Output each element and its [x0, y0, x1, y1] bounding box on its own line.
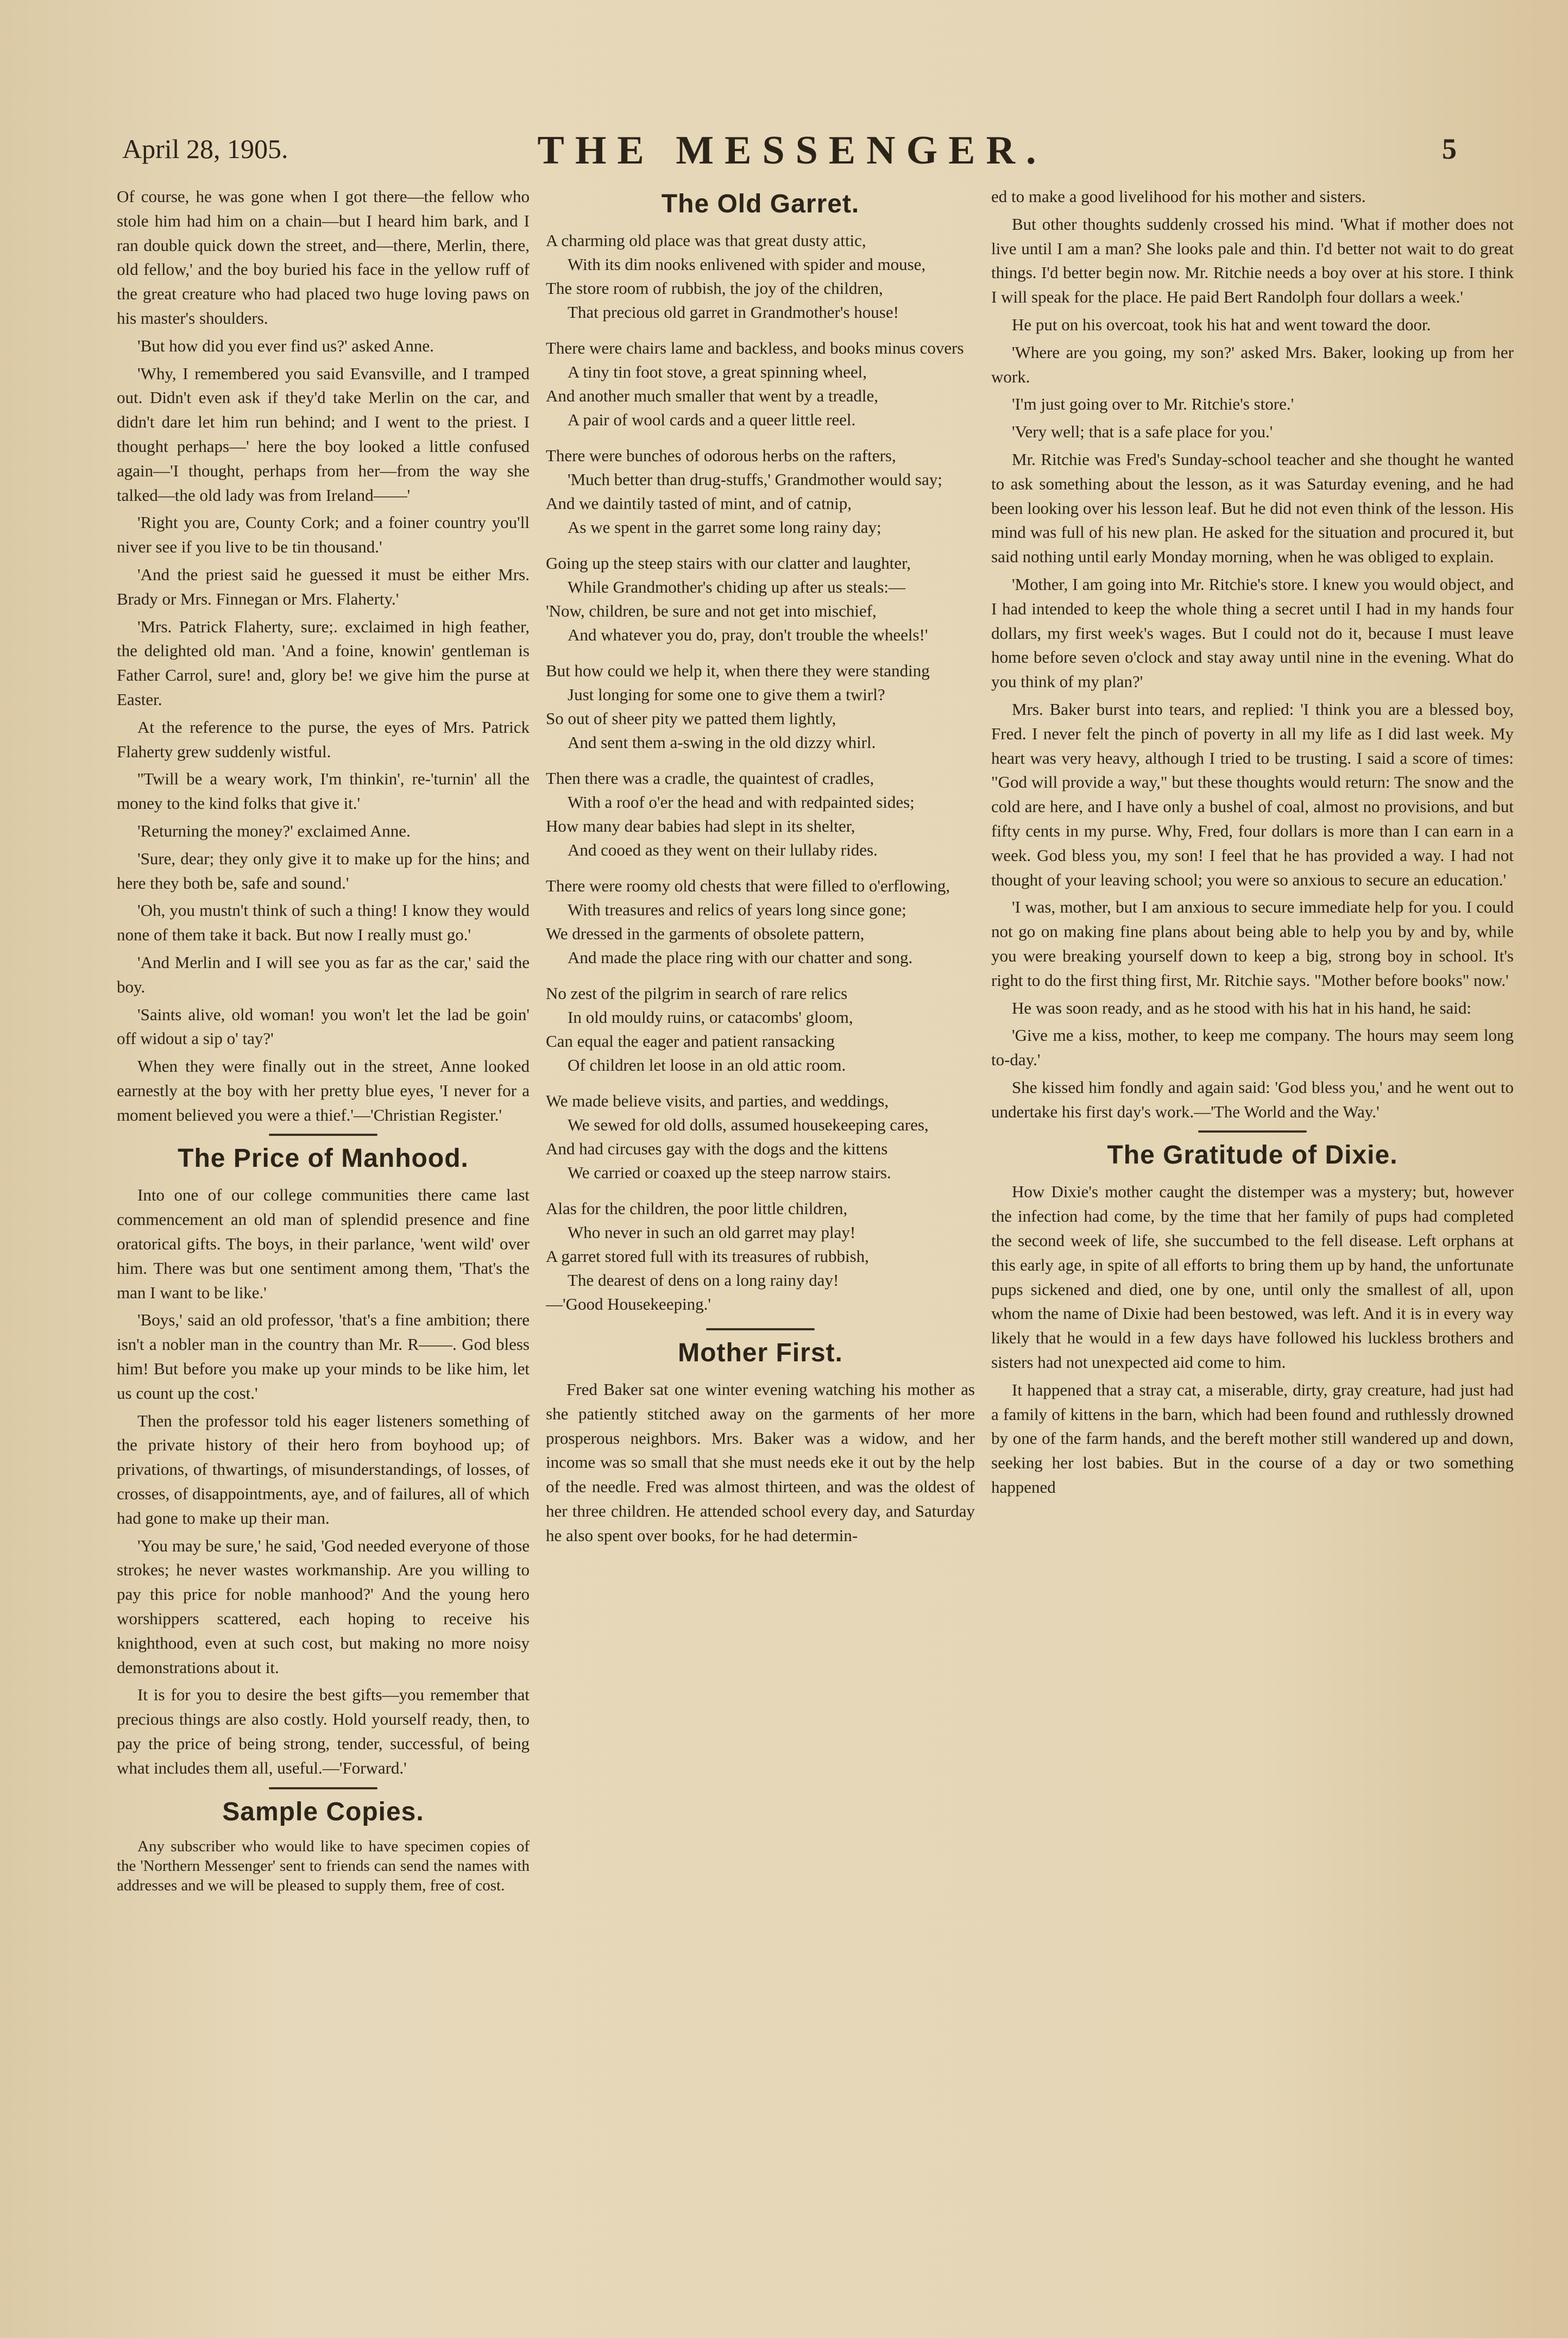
paragraph: 'Why, I remembered you said Evansville, and I tramped out. Didn't even ask if they'd take Merlin on the car, and didn't dare let him run behind; and I went to the priest. I thought perhaps—' here the boy looked a little confused again—'I thought, perhaps from her—from the way she talked—the old lady was from Ireland——': [117, 363, 530, 505]
paragraph: Mrs. Baker burst into tears, and replied: 'I think you are a blessed boy, Fred. I never felt the pinch of poverty in all my life as I did last week. My heart was very heavy, although I tried to be trusting. I said a score of times: "God will provide a way," but these thoughts would return: The snow and the cold are here, and I have only a bushel of coal, almost no provisions, and but fifty cents in my purse. Why, Fred, four dollars is more than I can earn in a week. God bless you, my son! I feel that he has provided a way. I had not thought of your leaving school; you were so anxious to secure an education.': [991, 699, 1514, 889]
poem-line: And had circuses gay with the dogs and the kittens: [546, 1139, 888, 1158]
paragraph: 'I'm just going over to Mr. Ritchie's store.': [1012, 394, 1294, 414]
poem-stanza: [546, 982, 975, 1077]
columns: [117, 185, 1514, 2273]
masthead-title: THE MESSENGER.: [537, 128, 1047, 173]
poem-line: Going up the steep stairs with our clatter and laughter,: [546, 554, 911, 573]
paragraph: 'And Merlin and I will see you as far as the car,' said the boy.: [117, 952, 530, 996]
paragraph: 'Mrs. Patrick Flaherty, sure;. exclaimed in high feather, the delighted old man. 'And a foine, knowin' gentleman is Father Carrol, sure! and, glory be! we give him the purse at Easter.: [117, 617, 530, 709]
article-title-dixie: The Gratitude of Dixie.: [1107, 1141, 1398, 1170]
poem-line: That precious old garret in Grandmother's house!: [568, 303, 899, 322]
paragraph: 'Where are you going, my son?' asked Mrs. Baker, looking up from her work.: [991, 342, 1514, 386]
poem-line: And another much smaller that went by a treadle,: [546, 386, 879, 405]
poem-stanza: [546, 874, 975, 970]
poem-line: The store room of rubbish, the joy of the children,: [546, 279, 883, 298]
paragraph: It is for you to desire the best gifts—you remember that precious things are also costly. Hold yourself ready, then, to pay the price of being strong, tender, successful, of being what includes them all, useful.—'Forward.': [117, 1685, 530, 1777]
column-1: [117, 185, 530, 2273]
paragraph: 'Very well; that is a safe place for you.': [1012, 422, 1273, 442]
poem-line: Who never in such an old garret may play!: [568, 1223, 856, 1242]
paragraph: 'But how did you ever find us?' asked Anne.: [137, 336, 434, 355]
paragraph: He was soon ready, and as he stood with his hat in his hand, he said:: [1012, 998, 1472, 1017]
paragraph: 'Returning the money?' exclaimed Anne.: [137, 821, 411, 840]
poem-line: A tiny tin foot stove, a great spinning wheel,: [568, 362, 867, 381]
poem-line: The dearest of dens on a long rainy day!: [568, 1271, 839, 1290]
poem-line: How many dear babies had slept in its shelter,: [546, 816, 855, 835]
poem-line: There were roomy old chests that were filled to o'erflowing,: [546, 876, 950, 895]
paragraph: 'You may be sure,' he said, 'God needed everyone of those strokes; he never wastes workmanship. Are you willing to pay this price for noble manhood?' And the young hero worshippers scattered, each hoping to receive his knighthood, even at such cost, but making no more noisy demonstrations about it.: [117, 1536, 530, 1677]
poem-line: And made the place ring with our chatter and song.: [568, 948, 913, 967]
poem-old-garret: [546, 229, 975, 1316]
poem-line: Then there was a cradle, the quaintest of cradles,: [546, 769, 874, 788]
sample-copies-text: Any subscriber who would like to have specimen copies of the 'Northern Messenger' sent to friends can send the names with addresses and we will be pleased to supply them, free of cost.: [117, 1837, 530, 1894]
poem-line: And we daintily tasted of mint, and of catnip,: [546, 494, 852, 513]
paragraph: He put on his overcoat, took his hat and went toward the door.: [1012, 315, 1431, 334]
poem-line: And sent them a-swing in the old dizzy whirl.: [568, 733, 876, 752]
story-continuation: [117, 185, 530, 1127]
article-title-mother: Mother First.: [678, 1338, 843, 1367]
mother-first-text: Fred Baker sat one winter evening watching his mother as she patiently stitched away on the garments of her more prosperous neighbors. Mrs. Baker was a widow, and her income was so small that she must needs eke it out by the help of the needle. Fred was almost thirteen, and was the oldest of her three children. He attended school every day, and Saturday he also spent over books, for he had determin-: [546, 1380, 975, 1545]
column-2: [546, 185, 975, 2273]
poem-line: We carried or coaxed up the steep narrow stairs.: [568, 1163, 891, 1182]
poem-line: As we spent in the garret some long rainy day;: [568, 518, 881, 537]
article-title-manhood: The Price of Manhood.: [178, 1144, 469, 1173]
paragraph: 'Oh, you mustn't think of such a thing! I know they would none of them take it back. But now I really must go.': [117, 901, 530, 945]
poem-stanza: [546, 229, 975, 324]
poem-stanza: [546, 659, 975, 755]
paragraph: Into one of our college communities there came last commencement an old man of splendid presence and fine oratorical gifts. The boys, in their parlance, 'went wild' over him. There was but one sentiment among them, 'That's the man I want to be like.': [117, 1185, 530, 1302]
paragraph: When they were finally out in the street, Anne looked earnestly at the boy with her pretty blue eyes, 'I never for a moment believed you were a thief.'—'Christian Register.': [117, 1057, 530, 1124]
page-header: [117, 128, 1468, 187]
paragraph: ''Twill be a weary work, I'm thinkin', re-'turnin' all the money to the kind folks that give it.': [117, 769, 530, 813]
poem-stanza: [546, 766, 975, 862]
poem-line: We dressed in the garments of obsolete pattern,: [546, 924, 865, 943]
article-manhood: [117, 1183, 530, 1780]
paragraph: 'Boys,' said an old professor, 'that's a fine ambition; there isn't a nobler man in the country than Mr. R——. God bless him! But before you make up your minds to be like him, let us count up the cost.': [117, 1310, 530, 1403]
poem-title-garret: The Old Garret.: [661, 190, 860, 218]
mother-first-continued: [991, 185, 1514, 1124]
paragraph: 'Mother, I am going into Mr. Ritchie's store. I knew you would object, and I had intended to keep the whole thing a secret until I had in my hands four dollars, my first week's wages. But I could not do it, because I must leave home before seven o'clock and stay away until nine in the evening. What do you think of my plan?': [991, 574, 1514, 692]
poem-line: There were bunches of odorous herbs on the rafters,: [546, 446, 896, 465]
poem-line: Alas for the children, the poor little children,: [546, 1199, 848, 1218]
poem-line: With a roof o'er the head and with redpainted sides;: [568, 793, 915, 812]
poem-stanza: [546, 551, 975, 647]
poem-line: A charming old place was that great dusty attic,: [546, 231, 866, 250]
poem-line: Can equal the eager and patient ransacking: [546, 1032, 835, 1051]
section-divider: [706, 1328, 815, 1330]
paragraph: ed to make a good livelihood for his mother and sisters.: [991, 187, 1366, 206]
poem-line: But how could we help it, when there they were standing: [546, 661, 930, 680]
paragraph: 'And the priest said he guessed it must be either Mrs. Brady or Mrs. Finnegan or Mrs. Flaherty.': [117, 564, 530, 608]
poem-stanza: [546, 336, 975, 432]
poem-line: Of children let loose in an old attic room.: [568, 1055, 846, 1074]
paragraph: 'Saints alive, old woman! you won't let the lad be goin' off widout a sip o' tay?': [117, 1004, 530, 1048]
paragraph: 'I was, mother, but I am anxious to secure immediate help for you. I could not go on making fine plans about being able to help you by and by, while you were breaking yourself down to keep a big, strong boy in school. It's right to do the first thing first, Mr. Ritchie says. "Mother before books" now.': [991, 897, 1514, 990]
poem-line: We sewed for old dolls, assumed housekeeping cares,: [568, 1115, 929, 1134]
poem-line: No zest of the pilgrim in search of rare relics: [546, 984, 848, 1003]
poem-line: —'Good Housekeeping.': [546, 1294, 711, 1313]
poem-line: And cooed as they went on their lullaby rides.: [568, 840, 878, 859]
paragraph: Mr. Ritchie was Fred's Sunday-school teacher and she thought he wanted to ask something about the lesson, as it was Saturday evening, and he had been looking over his lesson leaf. But he did not even think of the lesson. His mind was full of his new plan. He asked for the situation and procured it, but said nothing until early Monday morning, when he was obliged to explain.: [991, 449, 1514, 567]
poem-line: With treasures and relics of years long since gone;: [568, 900, 906, 919]
poem-line: 'Much better than drug-stuffs,' Grandmother would say;: [568, 470, 942, 489]
poem-line: We made believe visits, and parties, and weddings,: [546, 1091, 889, 1110]
poem-stanza: [546, 1197, 975, 1316]
section-divider: [269, 1787, 377, 1789]
poem-line: There were chairs lame and backless, and books minus covers: [546, 338, 964, 357]
issue-date: April 28, 1905.: [122, 134, 288, 164]
paragraph: 'Right you are, County Cork; and a foiner country you'll niver see if you live to be tin thousand.': [117, 513, 530, 557]
poem-stanza: [546, 1089, 975, 1185]
page-number: 5: [1442, 133, 1457, 165]
article-title-sample: Sample Copies.: [222, 1797, 424, 1826]
paragraph: How Dixie's mother caught the distemper was a mystery; but, however the infection had come, by the time that her family of pups had completed the second week of life, she succumbed to the fell disease. Left orphans at this early age, in spite of all efforts to bring them up by hand, the unfortunate pups sickened and died, one by one, until only the smallest of all, upon whom the name of Dixie had been bestowed, was left. And it is in every way likely that he would in a few days have followed his luckless brothers and sisters had not unexpected aid come to him.: [991, 1182, 1514, 1372]
poem-stanza: [546, 444, 975, 539]
poem-line: And whatever you do, pray, don't trouble the wheels!': [568, 625, 928, 644]
section-divider: [269, 1134, 377, 1136]
poem-line: Just longing for some one to give them a twirl?: [568, 685, 885, 704]
paragraph: But other thoughts suddenly crossed his mind. 'What if mother does not live until I am a man? She looks pale and thin. I'd better not wait to do great things. I'd better begin now. Mr. Ritchie needs a boy over at his store. I think I will speak for the place. He paid Bert Randolph four dollars a week.': [991, 214, 1514, 307]
poem-line: In old mouldy ruins, or catacombs' gloom,: [568, 1008, 853, 1027]
poem-line: While Grandmother's chiding up after us steals:—: [568, 577, 905, 596]
poem-line: A pair of wool cards and a queer little reel.: [568, 410, 856, 429]
poem-line: A garret stored full with its treasures of rubbish,: [546, 1247, 869, 1266]
paragraph: It happened that a stray cat, a miserable, dirty, gray creature, had just had a family of kittens in the barn, which had been found and ruthlessly drowned by one of the farm hands, and the bereft mother still wandered up and down, seeking her lost babies. But in the course of a day or two something happened: [991, 1380, 1514, 1497]
paragraph: Then the professor told his eager listeners something of the private history of their hero from boyhood up; of privations, of thwartings, of misunderstandings, of losses, of crosses, of disappointments, aye, and of failures, all of which had gone to make up their man.: [117, 1411, 530, 1528]
paragraph: 'Sure, dear; they only give it to make up for the hins; and here they both be, safe and sound.': [117, 849, 530, 893]
paragraph: She kissed him fondly and again said: 'God bless you,' and he went out to undertake his first day's work.—'The World and the Way.': [991, 1077, 1514, 1121]
paragraph: At the reference to the purse, the eyes of Mrs. Patrick Flaherty grew suddenly wistful.: [117, 717, 530, 761]
column-3: [991, 185, 1514, 2273]
poem-line: So out of sheer pity we patted them lightly,: [546, 709, 836, 728]
section-divider: [1198, 1130, 1307, 1133]
poem-line: With its dim nooks enlivened with spider and mouse,: [568, 255, 926, 274]
paragraph: Of course, he was gone when I got there—the fellow who stole him had him on a chain—but I heard him bark, and I ran double quick down the street, and—there, Merlin, there, old fellow,' and the boy buried his face in the yellow ruff of the great creature who had placed two huge loving paws on his master's shoulders.: [117, 187, 530, 328]
paragraph: 'Give me a kiss, mother, to keep me company. The hours may seem long to-day.': [991, 1026, 1514, 1070]
article-dixie: [991, 1180, 1514, 1499]
poem-line: 'Now, children, be sure and not get into mischief,: [546, 601, 877, 620]
